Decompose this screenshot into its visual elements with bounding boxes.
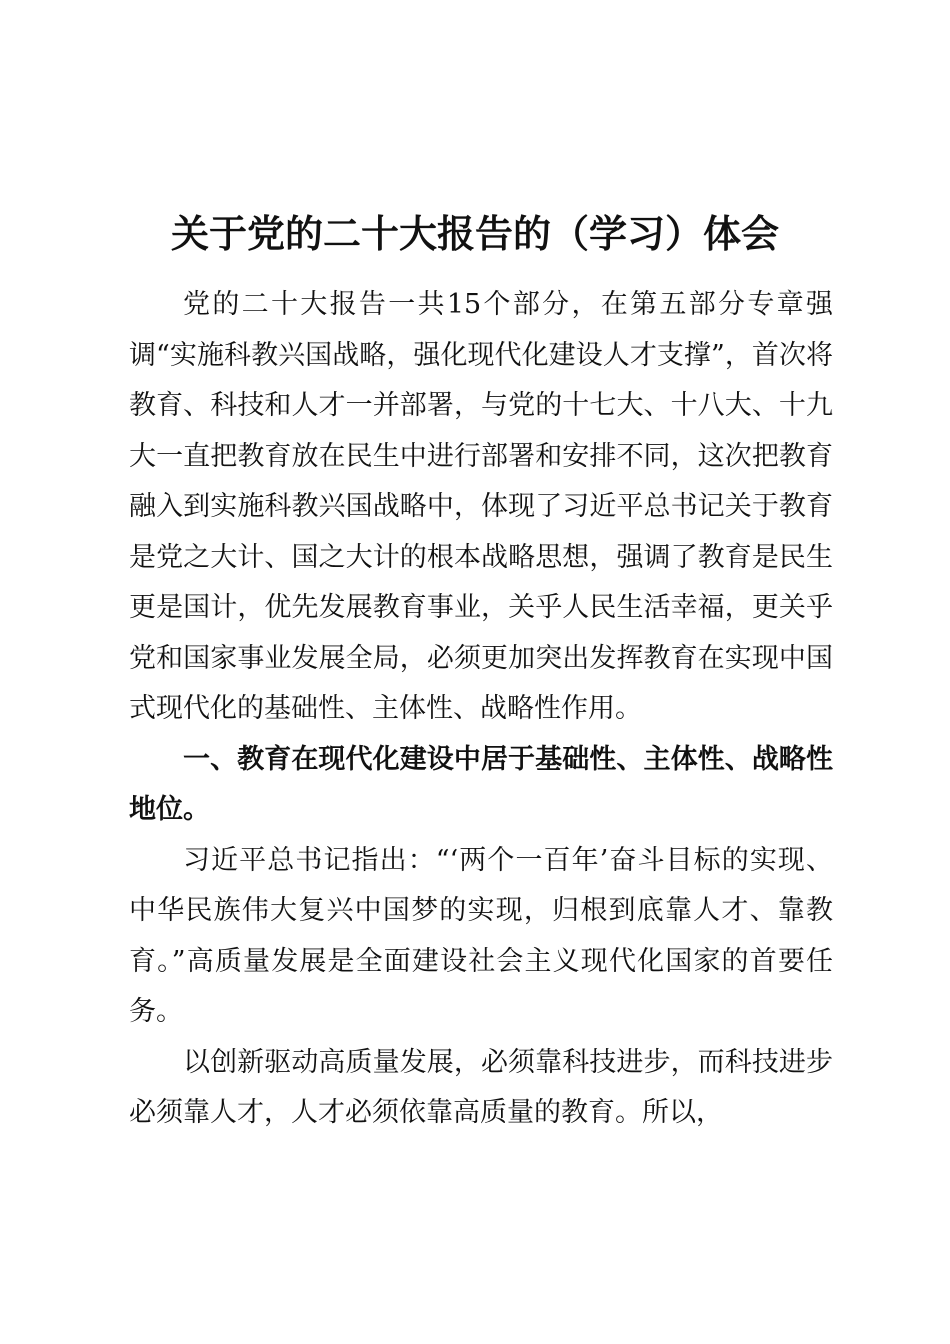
paragraph-intro: 党的二十大报告一共15个部分，在第五部分专章强调“实施科教兴国战略，强化现代化建设人才支撑”，首次将教育、科技和人才一并部署，与党的十七大、十八大、十九大一直把教育放在民生中进行部署和安排不同，这次把教育融入到实施科教兴国战略中，体现了习近平总书记关于教育是党之大计、国之大计的根本战略思想，强调了教育是民生更是国计，优先发展教育事业，关乎人民生活幸福，更关乎党和国家事业发展全局，必须更加突出发挥教育在实现中国式现代化的基础性、主体性、战略性作用。 — [129, 289, 833, 724]
document-title: 关于党的二十大报告的（学习）体会 — [170, 212, 779, 256]
section-heading-1: 一、教育在现代化建设中居于基础性、主体性、战略性地位。 — [129, 743, 833, 825]
paragraph-quote: 习近平总书记指出：“‘两个一百年’奋斗目标的实现、中华民族伟大复兴中国梦的实现，归根到底靠人才、靠教育。”高质量发展是全面建设社会主义现代化国家的首要任务。 — [129, 844, 833, 1027]
document-body — [129, 280, 833, 1139]
paragraph-innovation: 以创新驱动高质量发展，必须靠科技进步，而科技进步必须靠人才，人才必须依靠高质量的教育。所以， — [129, 1046, 833, 1128]
